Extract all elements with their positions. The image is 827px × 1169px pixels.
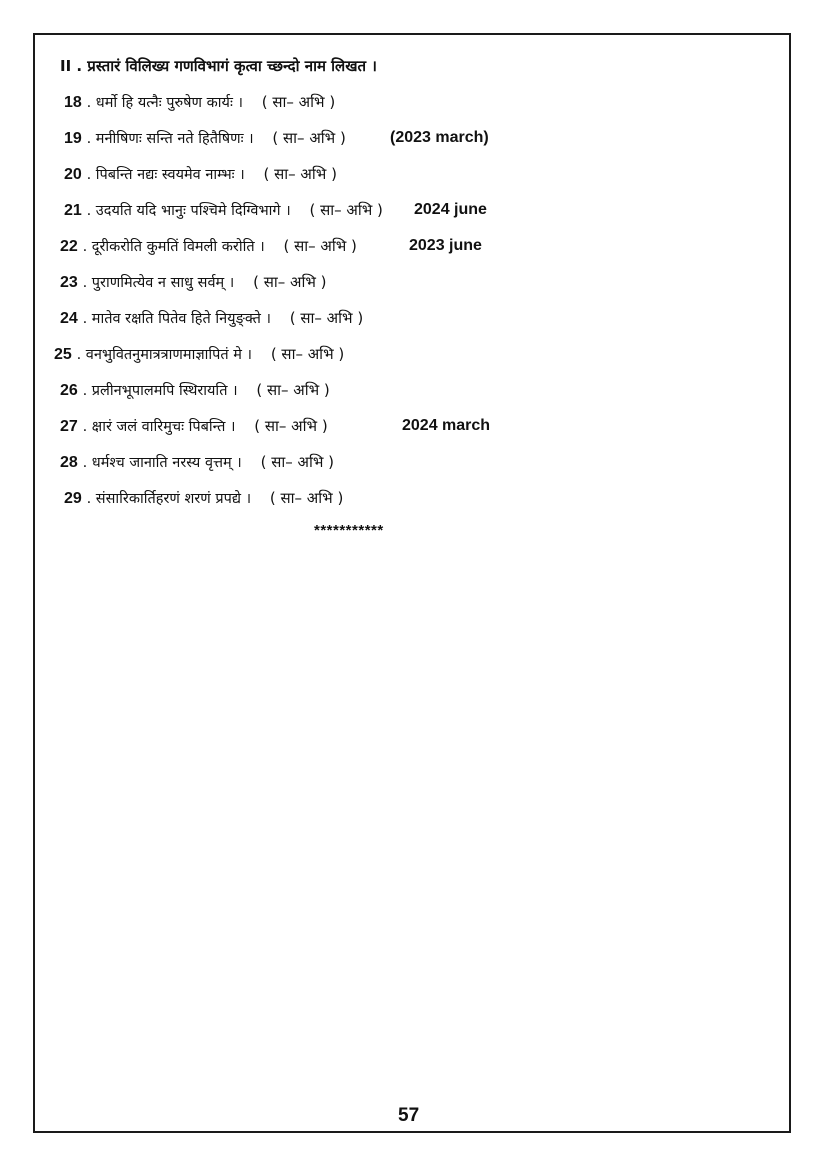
question-text: . पुराणमित्येव न साधु सर्वम् । xyxy=(82,275,235,291)
question-number: 18 xyxy=(64,94,82,111)
meter-hint: ( सा– अभि ) xyxy=(263,165,337,183)
page-border xyxy=(33,33,791,1133)
question-number: 20 xyxy=(64,166,82,183)
question-text: . उदयति यदि भानुः पश्चिमे दिग्विभागे । xyxy=(86,203,291,219)
question-number: 28 xyxy=(60,454,78,471)
exam-year-tag: 2024 march xyxy=(402,417,491,434)
section-separator: *********** xyxy=(314,522,384,539)
question-number: 25 xyxy=(54,346,72,363)
page-number: 57 xyxy=(398,1105,420,1126)
question-text: . प्रलीनभूपालमपि स्थिरायति । xyxy=(82,383,238,399)
question-19 xyxy=(64,128,346,149)
meter-hint: ( सा– अभि ) xyxy=(283,237,357,255)
question-20 xyxy=(64,164,337,185)
question-25 xyxy=(54,344,344,365)
question-27 xyxy=(60,416,328,437)
meter-hint: ( सा– अभि ) xyxy=(256,381,330,399)
question-18 xyxy=(64,92,335,113)
meter-hint: ( सा– अभि ) xyxy=(269,489,344,507)
meter-hint: ( सा– अभि ) xyxy=(260,453,335,471)
question-number: 29 xyxy=(64,490,82,507)
question-number: 26 xyxy=(60,382,78,399)
question-text: . मातेव रक्षति पितेव हिते नियुङ्क्ते । xyxy=(82,311,271,327)
question-26 xyxy=(60,380,330,401)
question-text: . क्षारं जलं वारिमुचः पिबन्ति । xyxy=(82,419,236,435)
question-text: . संसारिकार्तिहरणं शरणं प्रपद्ये । xyxy=(86,491,252,507)
meter-hint: ( सा– अभि ) xyxy=(253,273,327,291)
question-29 xyxy=(64,488,343,509)
question-text: . धर्मश्च जानाति नरस्य वृत्तम् । xyxy=(82,455,242,471)
question-number: 19 xyxy=(64,130,82,147)
meter-hint: ( सा– अभि ) xyxy=(254,417,328,435)
question-number: 23 xyxy=(60,274,78,291)
question-24 xyxy=(60,308,363,329)
question-number: 22 xyxy=(60,238,78,255)
question-number: 24 xyxy=(60,310,78,327)
question-text: . मनीषिणः सन्ति नते हितैषिणः । xyxy=(86,131,254,147)
exam-year-tag: 2024 june xyxy=(414,201,487,218)
question-number: 27 xyxy=(60,418,78,435)
meter-hint: ( सा– अभि ) xyxy=(309,201,383,219)
question-22 xyxy=(60,236,357,257)
meter-hint: ( सा– अभि ) xyxy=(270,345,345,363)
exam-year-tag: (2023 march) xyxy=(390,129,489,146)
question-text: . दूरीकरोति कुमतिं विमली करोति । xyxy=(82,239,265,255)
question-28 xyxy=(60,452,334,473)
question-21 xyxy=(64,200,383,221)
section-heading: II . प्रस्तारं विलिख्य गणविभागं कृत्वा च्छन्दो नाम लिखत । xyxy=(60,57,377,75)
meter-hint: ( सा– अभि ) xyxy=(261,93,336,111)
meter-hint: ( सा– अभि ) xyxy=(272,129,346,147)
exam-year-tag: 2023 june xyxy=(409,237,482,254)
question-23 xyxy=(60,272,327,293)
question-text: . पिबन्ति नद्यः स्वयमेव नाम्भः । xyxy=(86,167,245,183)
question-number: 21 xyxy=(64,202,82,219)
question-text: . वनभुवितनुमात्रत्राणमाज्ञापितं मे । xyxy=(76,347,253,363)
question-text: . धर्मो हि यत्नैः पुरुषेण कार्यः । xyxy=(86,95,243,111)
meter-hint: ( सा– अभि ) xyxy=(289,309,364,327)
